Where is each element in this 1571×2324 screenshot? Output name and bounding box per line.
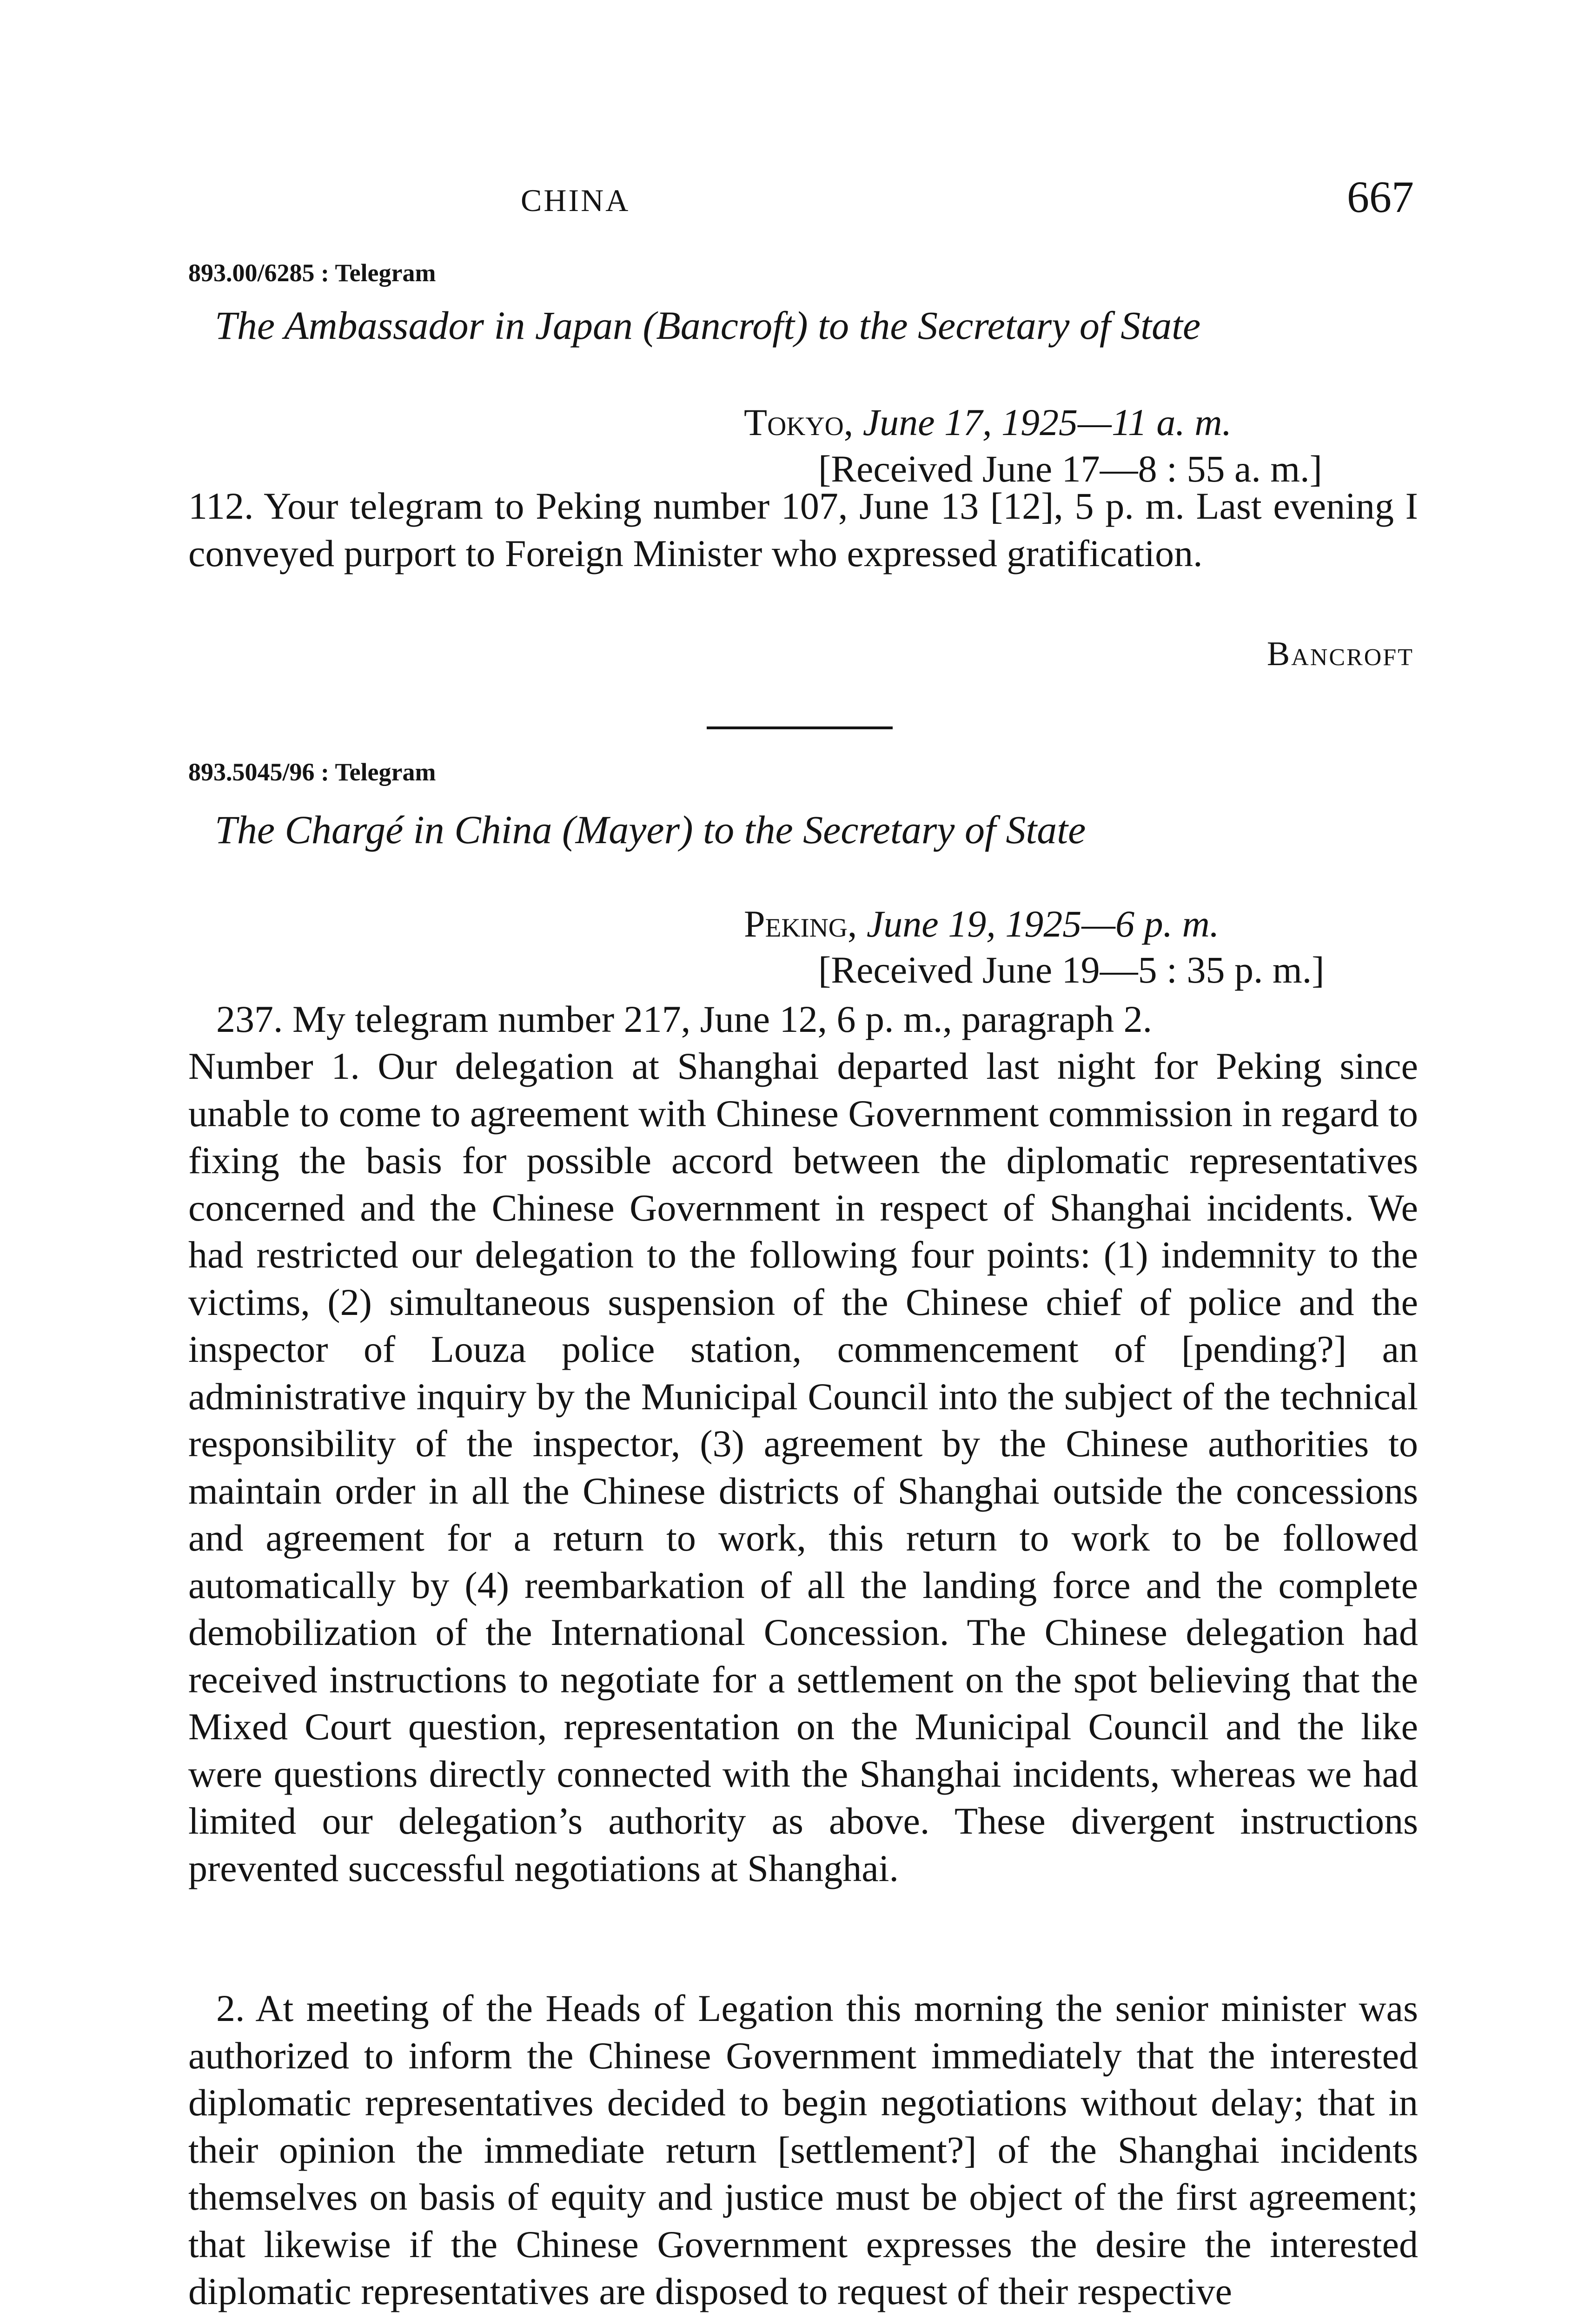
doc1-signature: Bancroft [1266, 635, 1414, 673]
doc2-file-reference: 893.5045/96 : Telegram [188, 758, 436, 786]
section-divider [707, 726, 893, 729]
doc2-place: Peking, [744, 903, 857, 945]
doc1-body: 112. Your telegram to Peking number 107, June 13 [12], 5 p. m. Last evening I conveyed purport to Foreign Minister who expressed gratification. [188, 485, 1418, 574]
doc2-intro: 237. My telegram number 217, June 12, 6 p. m., paragraph 2. [216, 998, 1153, 1040]
doc1-dateline [744, 401, 1232, 444]
doc2-date: June 19, 1925—6 p. m. [866, 903, 1220, 945]
doc2-paragraph-2: 2. At meeting of the Heads of Legation this morning the senior minister was authorized to inform the Chinese Government immediately that the interested diplomatic representatives decided to begin negotiations without delay; that in their opinion the immediate return [settlement?] of the Shanghai incidents themselves on basis of equity and justice must be object of the first agreement; that likewise if the Chinese Government expresses the desire the interested diplomatic representatives are disposed to request of their respective [188, 1987, 1418, 2312]
doc1-file-reference: 893.00/6285 : Telegram [188, 259, 436, 287]
page-number: 667 [1347, 172, 1414, 222]
running-head: CHINA [521, 183, 630, 218]
doc2-paragraph-1: Number 1. Our delegation at Shanghai departed last night for Peking since unable to come to agreement with Chinese Government commission in regard to fixing the basis for possible accord between the diplomatic representatives concerned and the Chinese Government in respect of Shanghai incidents. We had restricted our delegation to the following four points: (1) indemnity to the victims, (2) simultaneous suspension of the Chinese chief of police and the inspector of Louza police station, commencement of [pending?] an administrative inquiry by the Municipal Council into the subject of the technical responsibility of the inspector, (3) agreement by the Chinese authorities to maintain order in all the Chinese districts of Shanghai outside the concessions and agreement for a return to work, this return to work to be followed automatically by (4) reembarkation of all the landing force and the complete demobilization of the International Concession. The Chinese delegation had received instructions to negotiate for a settlement on the spot believing that the Mixed Court question, representation on the Municipal Council and the like were questions directly connected with the Shanghai incidents, whereas we had limited our delegation’s authority as above. These divergent instructions prevented successful negotiations at Shanghai. [188, 1045, 1418, 1889]
doc2-received-line: [Received June 19—5 : 35 p. m.] [818, 949, 1325, 991]
doc1-date: June 17, 1925—11 a. m. [862, 401, 1232, 443]
doc2-dateline [744, 902, 1219, 946]
doc2-title: The Chargé in China (Mayer) to the Secretary of State [215, 807, 1086, 852]
doc1-received-line: [Received June 17—8 : 55 a. m.] [818, 448, 1322, 490]
doc1-title: The Ambassador in Japan (Bancroft) to the Secretary of State [215, 303, 1201, 348]
doc1-place: Tokyo, [744, 401, 854, 443]
